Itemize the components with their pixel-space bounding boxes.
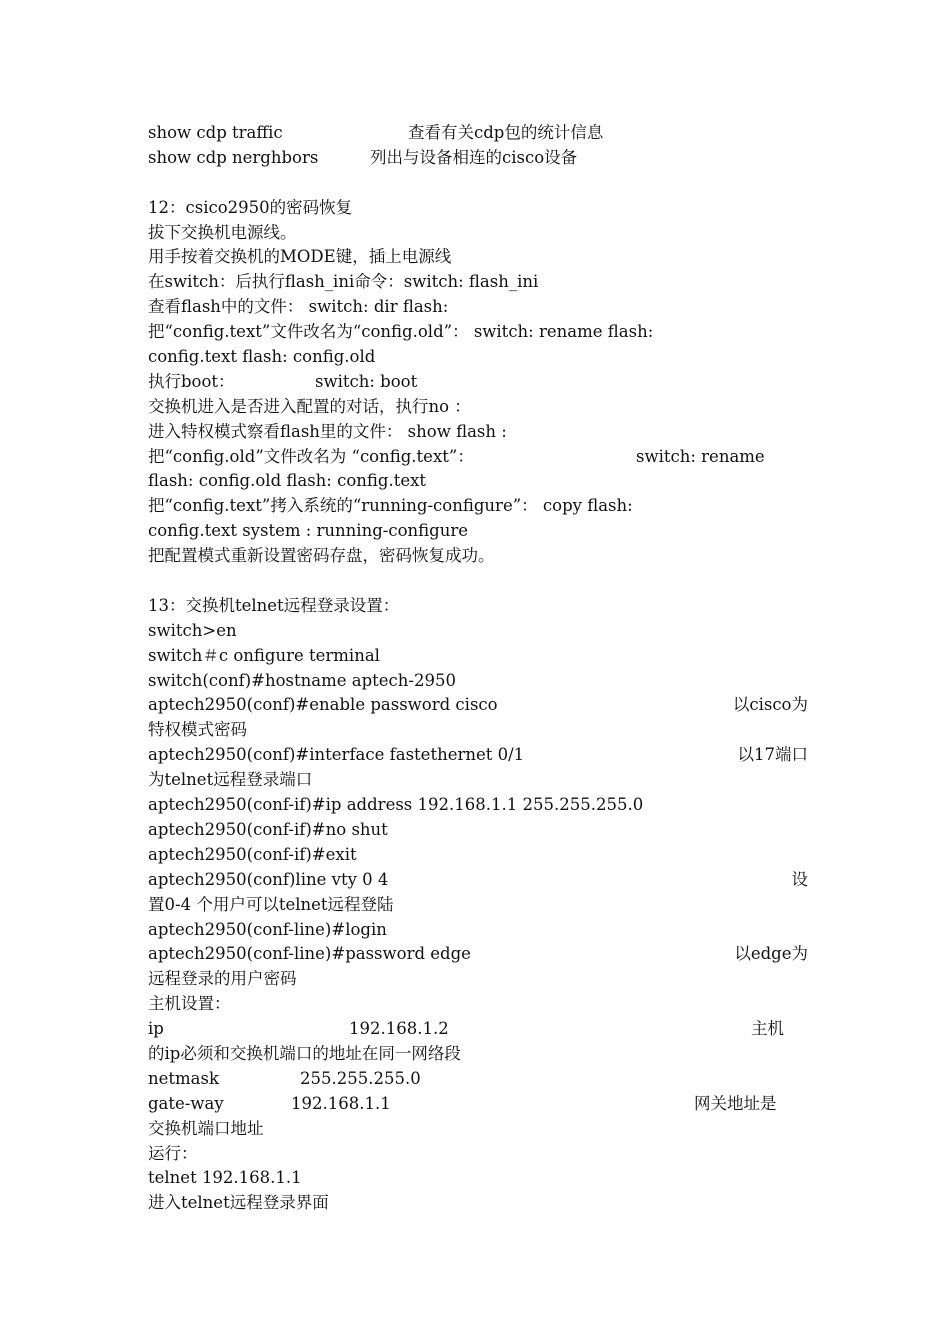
line-command: 把“config.old”文件改名为 “config.text”： [148, 446, 474, 466]
line-comment: 主机 [751, 1019, 784, 1039]
text-line [148, 1042, 808, 1067]
line-text: 远程登录的用户密码 [148, 969, 297, 989]
text-line [148, 1092, 808, 1117]
line-text: 进入特权模式察看flash里的文件： show flash : [148, 421, 507, 441]
text-line [148, 121, 808, 146]
line-text: 查看flash中的文件： switch: dir flash: [148, 297, 449, 317]
line-command: gate-way [148, 1093, 224, 1113]
text-line [148, 918, 808, 943]
line-comment: 网关地址是 [694, 1093, 777, 1113]
text-line [148, 1067, 808, 1092]
text-line [148, 1017, 808, 1042]
line-text: aptech2950(conf-if)#ip address 192.168.1.1 255.255.255.0 [148, 795, 644, 815]
line-text: 拔下交换机电源线。 [148, 222, 297, 242]
line-text: 特权模式密码 [148, 720, 247, 740]
text-line [148, 295, 808, 320]
line-command: show cdp traffic [148, 123, 283, 142]
line-text: aptech2950(conf-if)#no shut [148, 819, 388, 839]
line-description: switch: boot [315, 371, 418, 391]
line-text: 把“config.text”文件改名为“config.old”： switch: rename flash: [148, 322, 654, 342]
line-text: switch(conf)#hostname aptech-2950 [148, 670, 456, 690]
line-text: telnet 192.168.1.1 [148, 1168, 302, 1188]
text-line [148, 1142, 808, 1167]
text-line [148, 146, 808, 171]
text-line [148, 893, 808, 918]
line-command: netmask [148, 1068, 219, 1088]
line-command: aptech2950(conf)line vty 0 4 [148, 869, 389, 889]
line-text: switch＃c onfigure terminal [148, 645, 380, 665]
text-line [148, 843, 808, 868]
text-line [148, 395, 808, 420]
line-text: 置0-4 个用户可以telnet远程登陆 [148, 894, 394, 914]
text-line [148, 494, 808, 519]
text-line [148, 270, 808, 295]
text-line [148, 221, 808, 246]
line-comment: 设 [791, 869, 808, 889]
text-line [148, 594, 808, 619]
line-command: 执行boot： [148, 371, 235, 391]
line-description: 192.168.1.2 [349, 1019, 449, 1039]
text-line [148, 469, 808, 494]
line-text: 主机设置： [148, 994, 231, 1014]
line-command: aptech2950(conf)#enable password cisco [148, 695, 498, 715]
line-text: 进入telnet远程登录界面 [148, 1193, 329, 1213]
line-text: 的ip必须和交换机端口的地址在同一网络段 [148, 1043, 461, 1063]
blank-line [148, 569, 808, 594]
line-description: 查看有关cdp包的统计信息 [408, 123, 604, 142]
line-text: aptech2950(conf-line)#login [148, 919, 387, 939]
text-line [148, 942, 808, 967]
line-text: 13：交换机telnet远程登录设置： [148, 595, 400, 615]
text-line [148, 1166, 808, 1191]
line-description: 255.255.255.0 [300, 1068, 421, 1088]
line-text: 把“config.text”拷入系统的“running-configure”： copy flash: [148, 496, 633, 516]
line-text: aptech2950(conf-if)#exit [148, 844, 357, 864]
text-line [148, 1117, 808, 1142]
line-command: aptech2950(conf)#interface fastethernet 0/1 [148, 745, 525, 765]
text-line [148, 718, 808, 743]
line-text: 交换机进入是否进入配置的对话，执行no ： [148, 396, 471, 416]
line-text: 把配置模式重新设置密码存盘，密码恢复成功。 [148, 546, 495, 566]
text-line [148, 420, 808, 445]
line-description: 列出与设备相连的cisco设备 [370, 147, 578, 167]
line-description: 192.168.1.1 [291, 1093, 391, 1113]
text-line [148, 345, 808, 370]
text-line [148, 619, 808, 644]
text-line [148, 768, 808, 793]
line-command: aptech2950(conf-line)#password edge [148, 944, 471, 964]
line-text: 交换机端口地址 [148, 1118, 264, 1138]
text-line [148, 669, 808, 694]
text-line [148, 320, 808, 345]
line-text: 在switch：后执行flash_ini命令：switch: flash_ini [148, 272, 539, 292]
text-line [148, 544, 808, 569]
text-line [148, 370, 808, 395]
text-line [148, 196, 808, 221]
line-command: show cdp nerghbors [148, 147, 319, 167]
text-line [148, 644, 808, 669]
line-comment: 以17端口 [737, 745, 808, 765]
text-line [148, 793, 808, 818]
line-text: 12：csico2950的密码恢复 [148, 197, 353, 217]
text-line [148, 868, 808, 893]
line-comment: 以edge为 [734, 944, 808, 964]
blank-line [148, 171, 808, 196]
text-line [148, 967, 808, 992]
line-description: switch: rename [636, 446, 765, 466]
text-line [148, 519, 808, 544]
line-text: flash: config.old flash: config.text [148, 471, 427, 491]
document-body [148, 121, 808, 1216]
line-comment: 以cisco为 [732, 695, 808, 715]
text-line [148, 445, 808, 470]
text-line [148, 1191, 808, 1216]
text-line [148, 693, 808, 718]
line-command: ip [148, 1019, 164, 1039]
text-line [148, 743, 808, 768]
line-text: switch>en [148, 620, 237, 640]
line-text: 用手按着交换机的MODE键，插上电源线 [148, 247, 452, 267]
line-text: config.text system : running-configure [148, 521, 468, 541]
line-text: 运行： [148, 1143, 198, 1163]
text-line [148, 245, 808, 270]
text-line [148, 992, 808, 1017]
text-line [148, 818, 808, 843]
line-text: config.text flash: config.old [148, 347, 376, 367]
line-text: 为telnet远程登录端口 [148, 770, 313, 790]
